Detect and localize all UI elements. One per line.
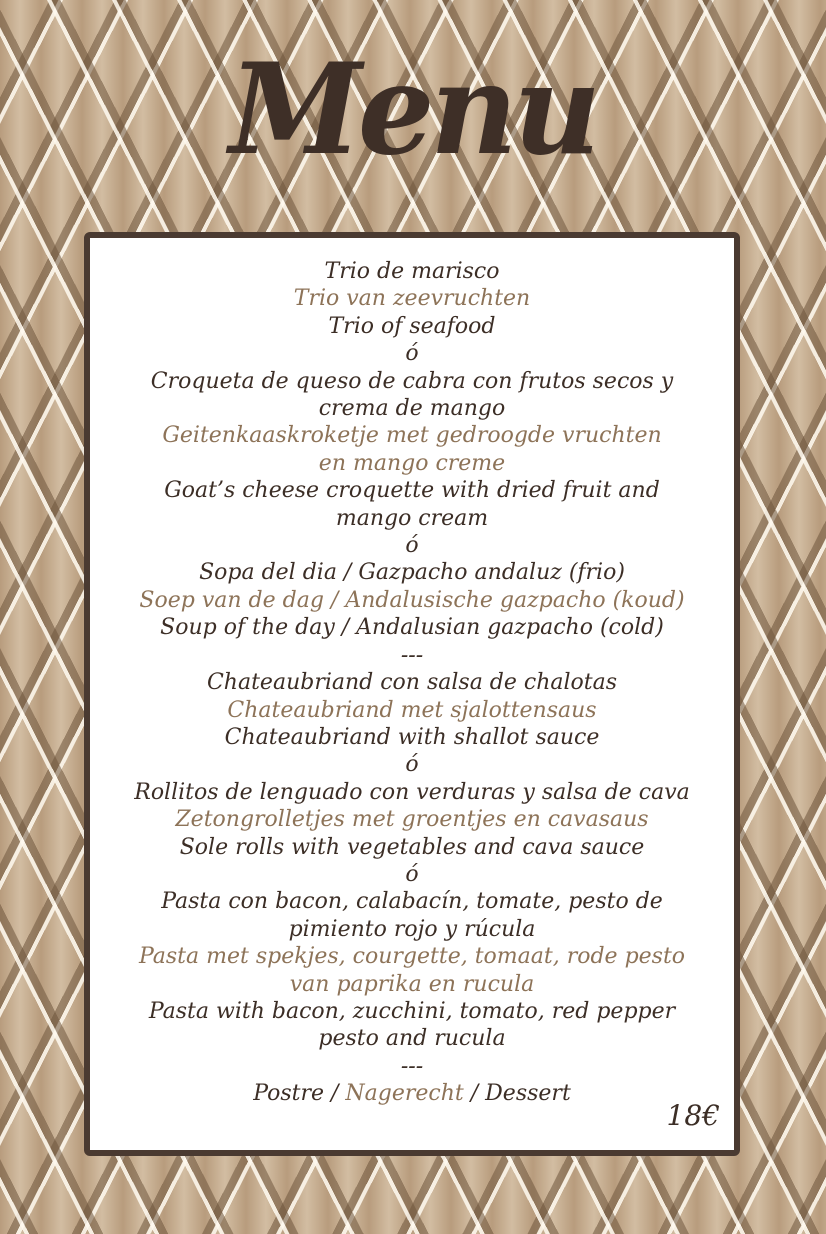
menu-line: Soup of the day / Andalusian gazpacho (cold): [160, 615, 664, 641]
dessert-divider: /: [324, 1081, 346, 1107]
menu-line: Pasta met spekjes, courgette, tomaat, rode pesto: [138, 944, 686, 970]
menu-title: Menu: [229, 35, 597, 184]
menu-line: pimiento rojo y rúcula: [288, 916, 536, 942]
menu-line: pesto and rucula: [318, 1026, 506, 1052]
menu-line: Croqueta de queso de cabra con frutos secos y: [150, 368, 674, 394]
menu-line: Goat’s cheese croquette with dried fruit and: [164, 478, 660, 504]
menu-line: Rollitos de lenguado con verduras y salsa de cava: [134, 779, 690, 805]
course-separator: ---: [400, 1053, 424, 1079]
menu-card: [84, 232, 740, 1156]
menu-line: Soep van de dag / Andalusische gazpacho (koud): [139, 587, 685, 613]
course-or-separator: ó: [405, 533, 419, 559]
menu-line: Chateaubriand met sjalottensaus: [227, 697, 597, 723]
menu-price: 18€: [666, 1099, 720, 1132]
menu-line: Geitenkaaskroketje met gedroogde vruchten: [162, 423, 662, 449]
menu-line: en mango creme: [318, 450, 506, 476]
menu-line: Sopa del dia / Gazpacho andaluz (frio): [199, 560, 625, 586]
menu-line: mango cream: [335, 505, 489, 531]
course-or-separator: ó: [405, 752, 419, 778]
menu-line: Chateaubriand with shallot sauce: [224, 724, 600, 750]
menu-line: Trio van zeevruchten: [293, 286, 531, 312]
menu-line: Pasta con bacon, calabacín, tomate, pesto de: [161, 889, 663, 915]
menu-line: crema de mango: [318, 396, 506, 422]
menu-items: [90, 258, 734, 1108]
menu-line: Sole rolls with vegetables and cava sauce: [179, 834, 645, 860]
menu-line: van paprika en rucula: [289, 971, 535, 997]
dessert-line: [90, 1080, 734, 1107]
menu-line: Pasta with bacon, zucchini, tomato, red pepper: [148, 998, 676, 1024]
dessert-es: Postre: [253, 1081, 325, 1107]
course-separator: ---: [400, 642, 424, 668]
menu-line: Trio of seafood: [328, 313, 496, 339]
dessert-en: Dessert: [485, 1081, 571, 1107]
menu-line: Chateaubriand con salsa de chalotas: [206, 670, 618, 696]
dessert-nl: Nagerecht: [345, 1081, 464, 1107]
course-or-separator: ó: [405, 861, 419, 887]
course-or-separator: ó: [405, 341, 419, 367]
menu-line: Trio de marisco: [324, 259, 500, 284]
menu-line: Zetongrolletjes met groentjes en cavasaus: [175, 807, 649, 833]
dessert-divider: /: [463, 1081, 486, 1107]
